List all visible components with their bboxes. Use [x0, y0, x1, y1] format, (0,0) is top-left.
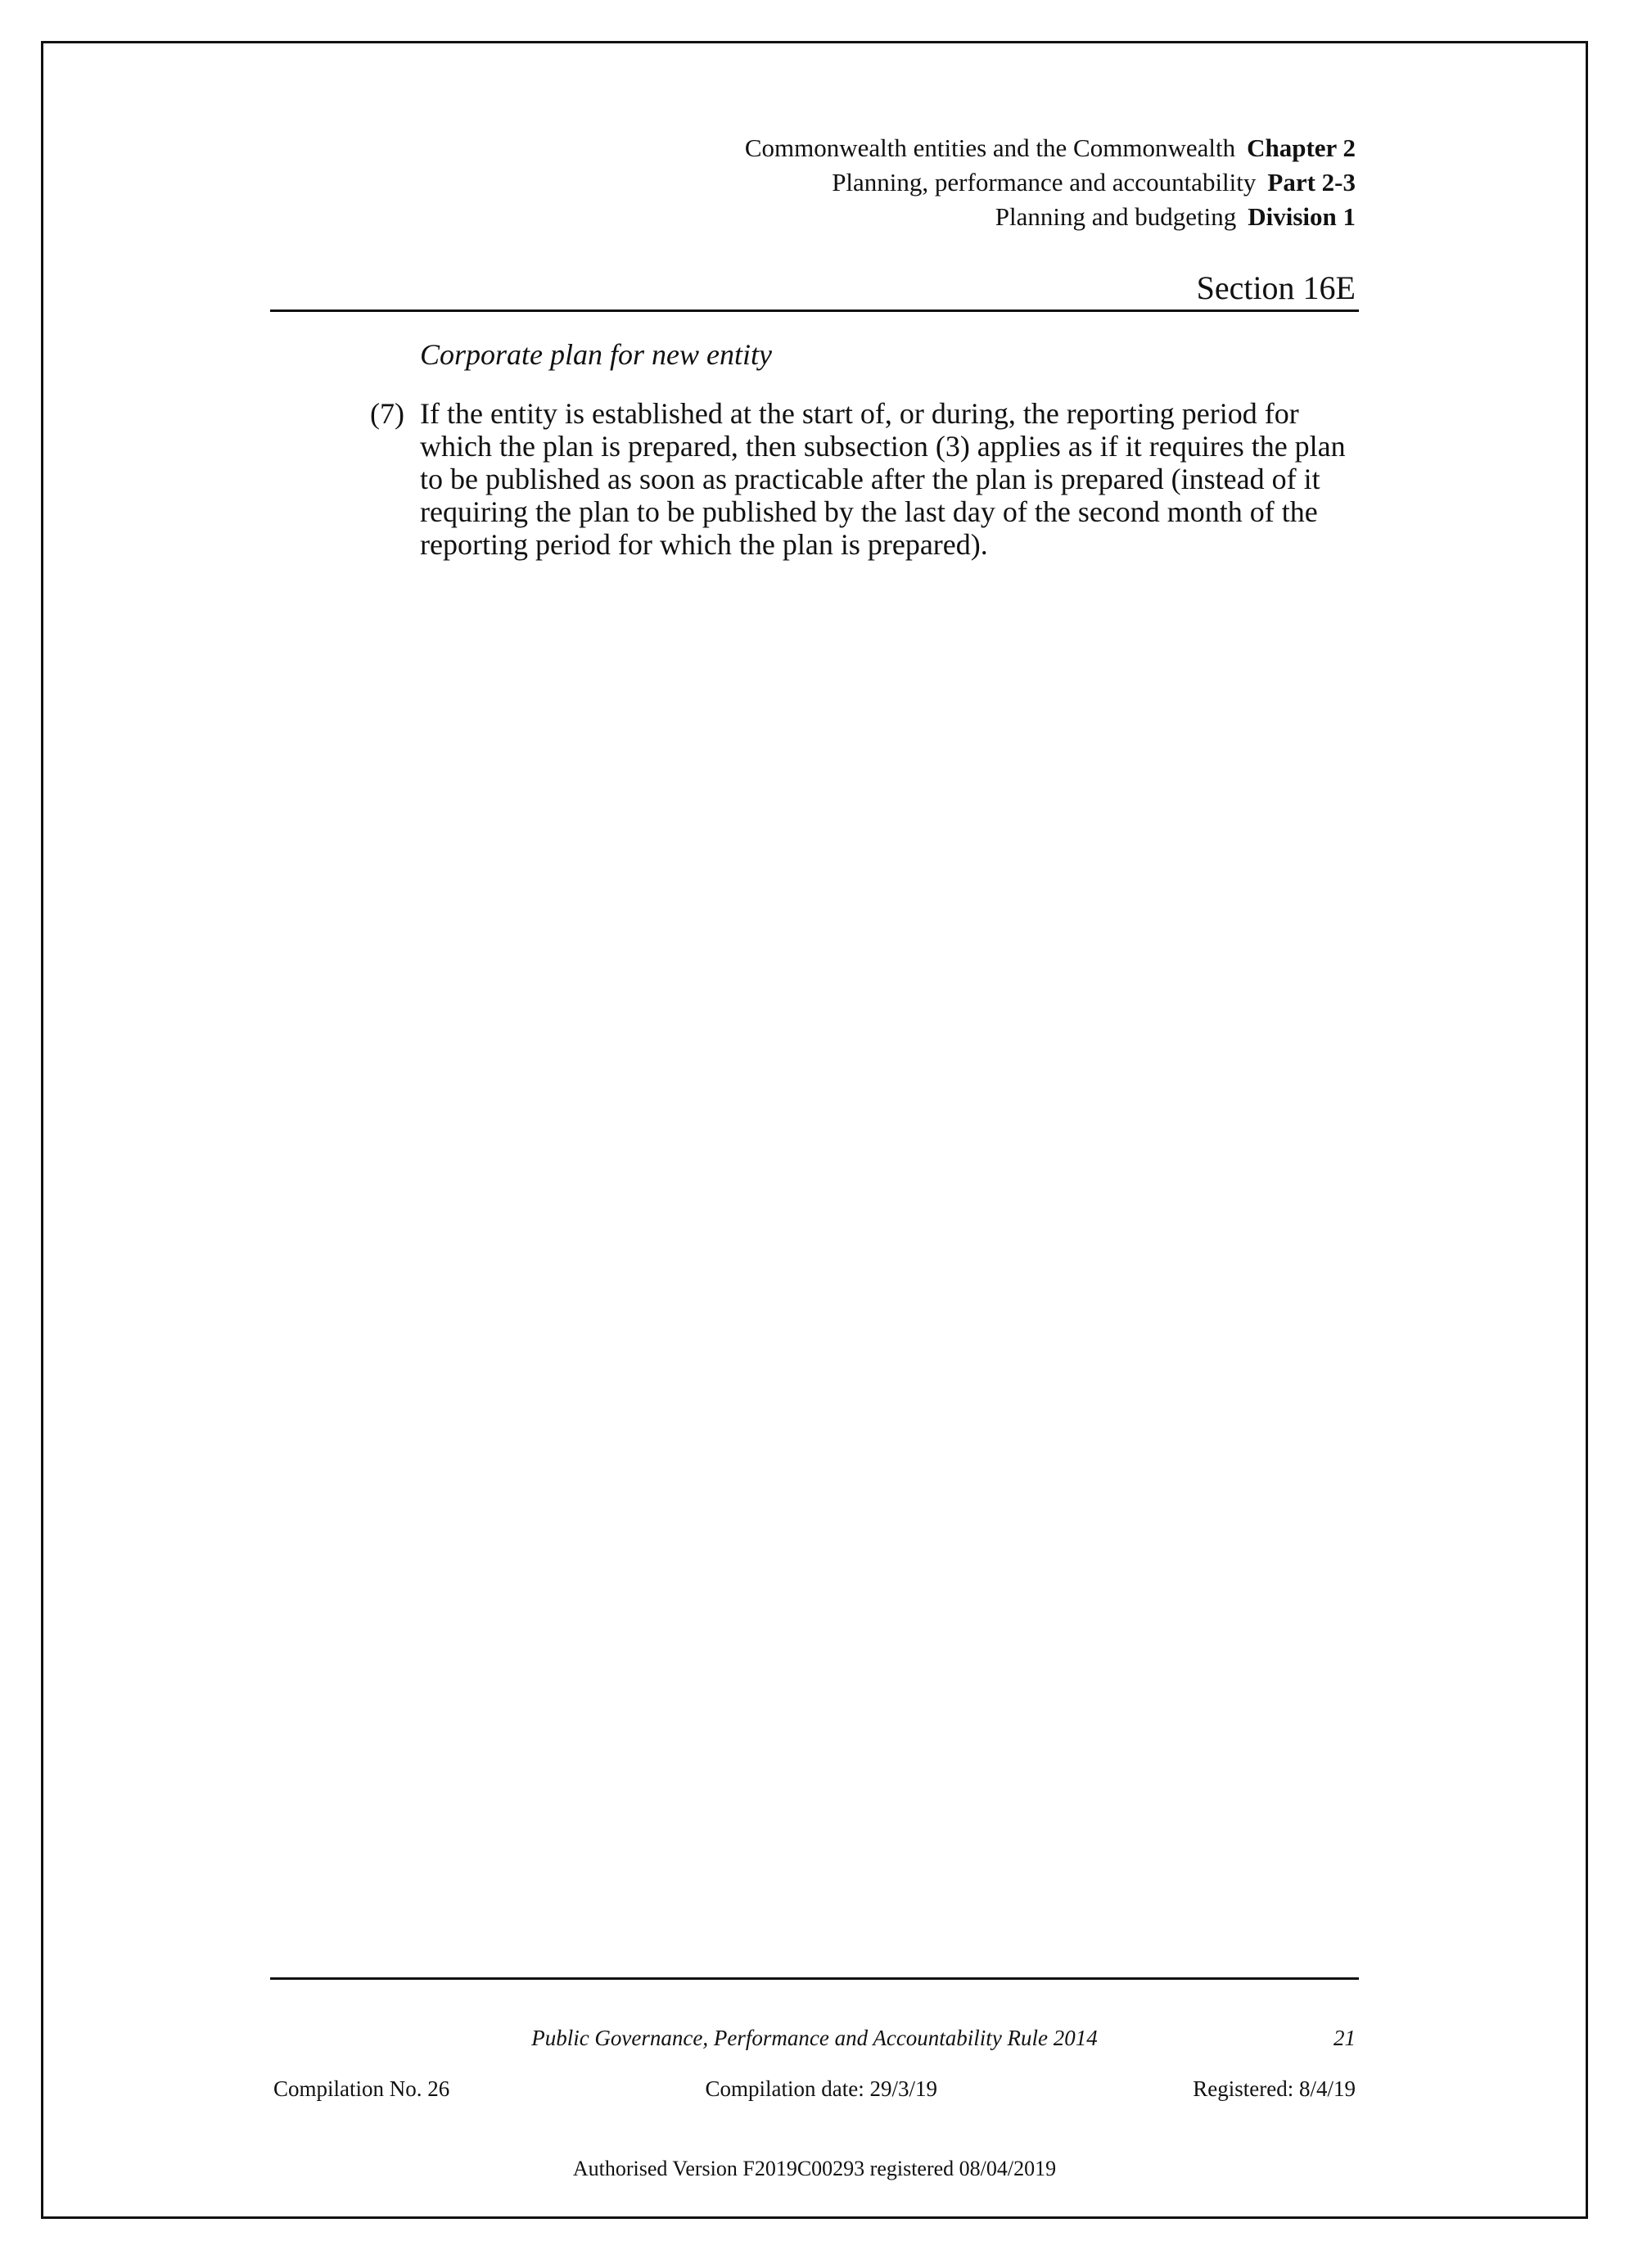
subheading: Corporate plan for new entity: [420, 338, 772, 371]
footer-title: Public Governance, Performance and Accountability Rule 2014: [531, 2026, 1098, 2050]
header-chapter-label: Chapter 2: [1247, 133, 1356, 162]
footer-divider: [270, 1977, 1359, 1980]
header-division-text: Planning and budgeting: [995, 202, 1237, 231]
header-part-text: Planning, performance and accountability: [832, 168, 1257, 197]
compilation-number: Compilation No. 26: [273, 2076, 450, 2101]
header-division-line: [745, 200, 1356, 234]
registered-date: Registered: 8/4/19: [1193, 2076, 1356, 2101]
page-border: [41, 41, 1588, 2219]
running-header: [745, 131, 1356, 234]
header-part-line: [745, 165, 1356, 200]
header-division-label: Division 1: [1248, 202, 1356, 231]
section-label: Section 16E: [1196, 269, 1356, 306]
header-part-label: Part 2-3: [1267, 168, 1356, 197]
clause-number: (7): [370, 397, 404, 430]
clause-text: If the entity is established at the start of, or during, the reporting period for which the plan is prepared, then subsection (3) applies as if it requires the plan to be published as soon as practicable after the plan is prepared (instead of it requiring the plan to be published by the last day of the second month of the reporting period for which the plan is prepared).: [420, 397, 1346, 561]
authorised-version-note: Authorised Version F2019C00293 registered 08/04/2019: [572, 2157, 1057, 2180]
footer-info-row: [273, 2076, 1356, 2102]
header-chapter-line: [745, 131, 1356, 165]
clause: [370, 397, 1361, 561]
header-chapter-text: Commonwealth entities and the Commonwealth: [744, 133, 1236, 162]
page-number: 21: [1333, 2026, 1356, 2050]
compilation-date: Compilation date: 29/3/19: [705, 2076, 937, 2101]
header-divider: [270, 309, 1359, 312]
